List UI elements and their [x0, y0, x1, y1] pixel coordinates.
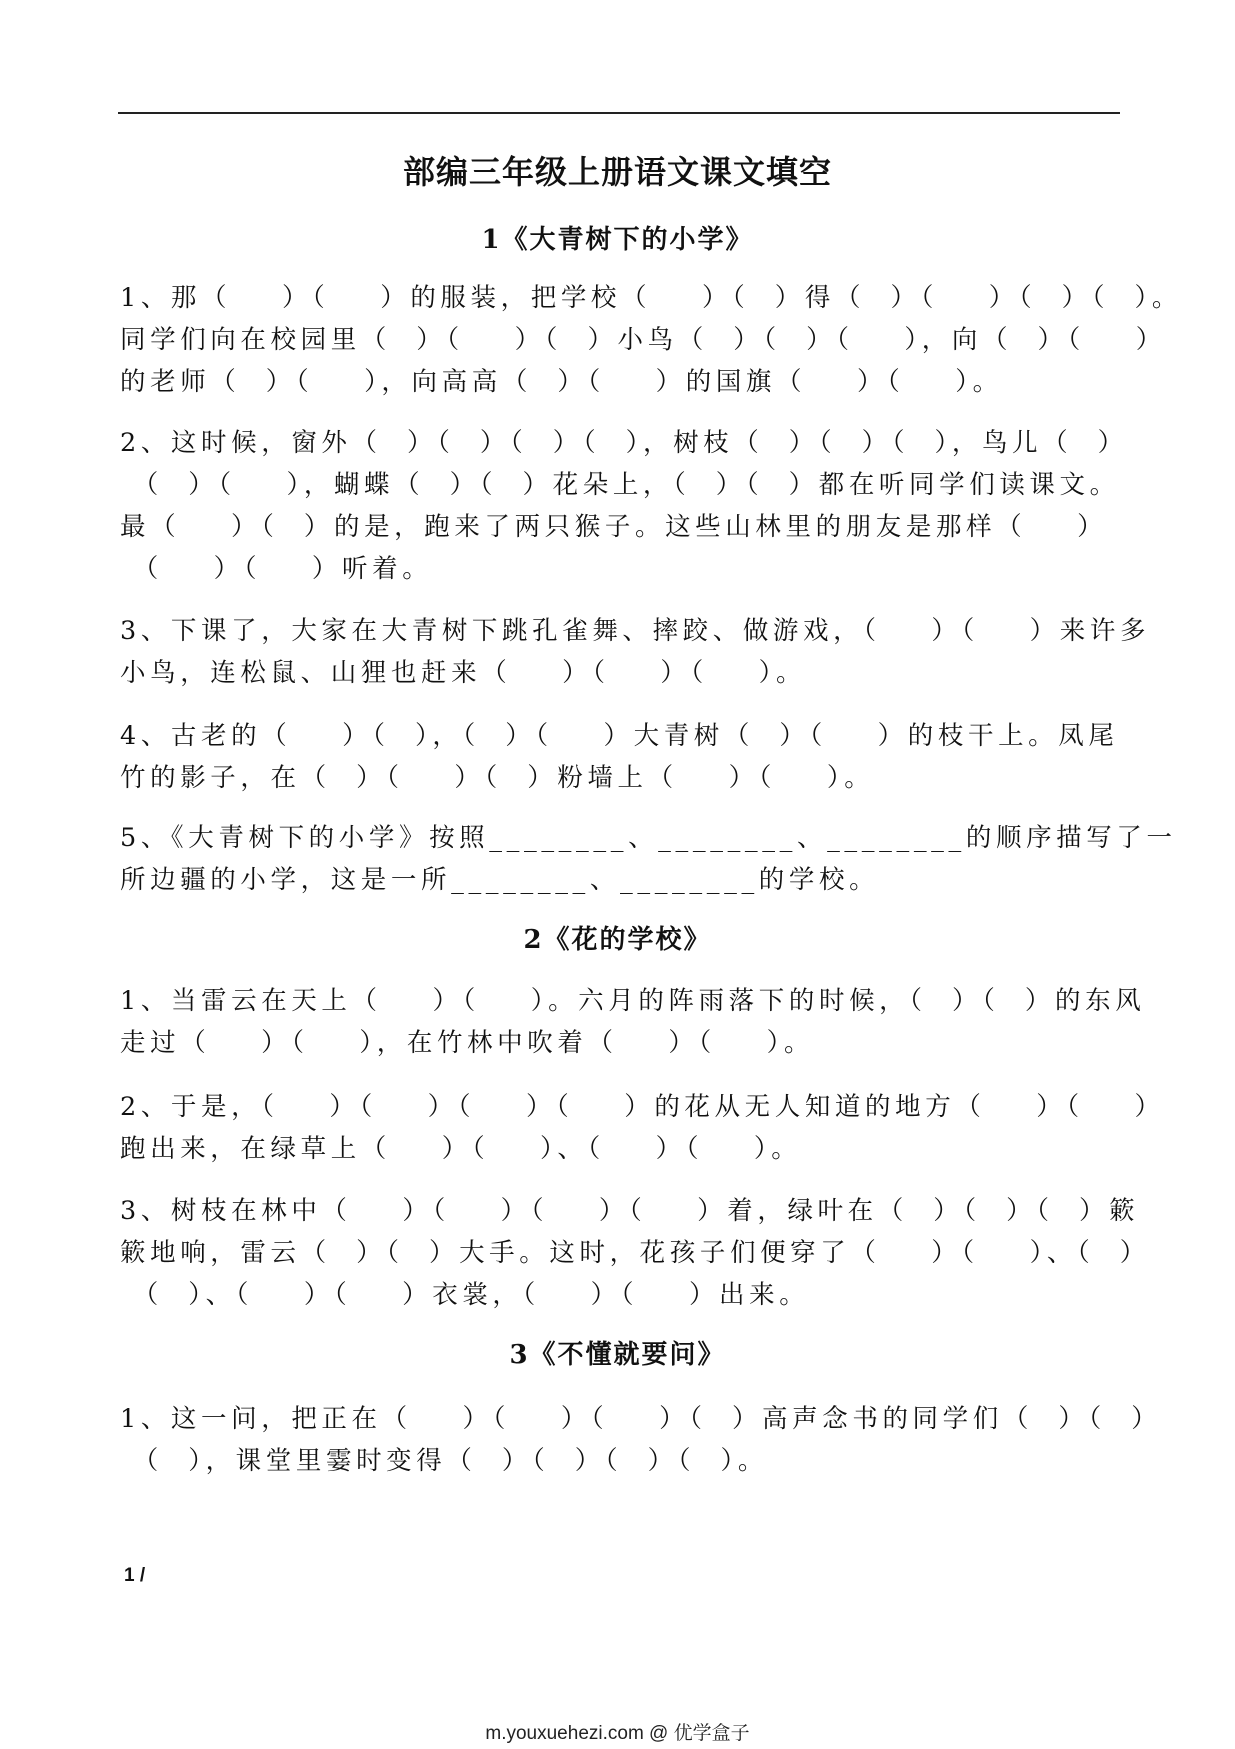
text-line: 1、那（ ）（ ）的服装，把学校（ ）（ ）得（ ）（ ）（ ）（ ）。 [120, 283, 1182, 313]
text-line: 4、古老的（ ）（ ），（ ）（ ）大青树（ ）（ ）的枝干上。凤尾 [120, 721, 1119, 751]
question-3-1 [120, 1398, 1162, 1482]
question-1-3 [120, 610, 1151, 694]
text-line: 簌地响，雷云（ ）（ ）大手。这时，花孩子们便穿了（ ）（ ）、（ ） [120, 1238, 1150, 1268]
section-title-3: 3《不懂就要问》 [509, 1340, 726, 1370]
document-title: 部编三年级上册语文课文填空 [402, 153, 832, 191]
text-line: 跑出来，在绿草上（ ）（ ）、（ ）（ ）。 [120, 1134, 802, 1164]
text-line: 的老师（ ）（ ），向高高（ ）（ ）的国旗（ ）（ ）。 [120, 367, 1003, 397]
question-2-3 [120, 1190, 1150, 1316]
section-title-1: 1《大青树下的小学》 [481, 225, 754, 255]
text-line: 2、这时候，窗外（ ）（ ）（ ）（ ），树枝（ ）（ ）（ ），鸟儿（ ） [120, 428, 1128, 458]
text-line: 2、于是，（ ）（ ）（ ）（ ）的花从无人知道的地方（ ）（ ） [120, 1092, 1165, 1122]
text-line: 3、树枝在林中（ ）（ ）（ ）（ ）着，绿叶在（ ）（ ）（ ）簌 [120, 1196, 1140, 1226]
text-line: 3、下课了，大家在大青树下跳孔雀舞、摔跤、做游戏，（ ）（ ）来许多 [120, 616, 1151, 646]
header-rule [118, 112, 1120, 114]
question-1-2 [120, 422, 1128, 590]
text-line: （ ），课堂里霎时变得（ ）（ ）（ ）（ ）。 [120, 1446, 768, 1476]
page-number: 1 / [124, 1565, 146, 1586]
text-line: 5、《大青树下的小学》按照________、________、________的顺序描写了一 [120, 823, 1177, 853]
text-line: （ ）（ ），蝴蝶（ ）（ ）花朵上，（ ）（ ）都在听同学们读课文。 [120, 470, 1120, 500]
text-line: 走过（ ）（ ），在竹林中吹着（ ）（ ）。 [120, 1028, 815, 1058]
text-line: 同学们向在校园里（ ）（ ）（ ）小鸟（ ）（ ）（ ），向（ ）（ ） [120, 325, 1166, 355]
text-line: 1、当雷云在天上（ ）（ ）。六月的阵雨落下的时候，（ ）（ ）的东风 [120, 986, 1146, 1016]
question-1-1 [120, 277, 1182, 403]
question-1-4 [120, 715, 1120, 799]
question-1-5 [120, 817, 1177, 901]
text-line: （ ）、（ ）（ ）衣裳，（ ）（ ）出来。 [120, 1280, 810, 1310]
text-line: 1、这一问，把正在（ ）（ ）（ ）（ ）高声念书的同学们（ ）（ ） [120, 1404, 1162, 1434]
text-line: 最（ ）（ ）的是，跑来了两只猴子。这些山林里的朋友是那样（ ） [120, 512, 1108, 542]
text-line: 竹的影子，在（ ）（ ）（ ）粉墙上（ ）（ ）。 [120, 763, 875, 793]
text-line: （ ）（ ）听着。 [120, 554, 433, 584]
section-title-2: 2《花的学校》 [523, 925, 712, 955]
question-2-1 [120, 980, 1146, 1064]
footer-watermark: m.youxuehezi.com @ 优学盒子 [485, 1723, 750, 1744]
text-line: 所边疆的小学，这是一所________、________的学校。 [120, 865, 880, 895]
text-line: 小鸟，连松鼠、山狸也赶来（ ）（ ）（ ）。 [120, 658, 807, 688]
question-2-2 [120, 1086, 1165, 1170]
